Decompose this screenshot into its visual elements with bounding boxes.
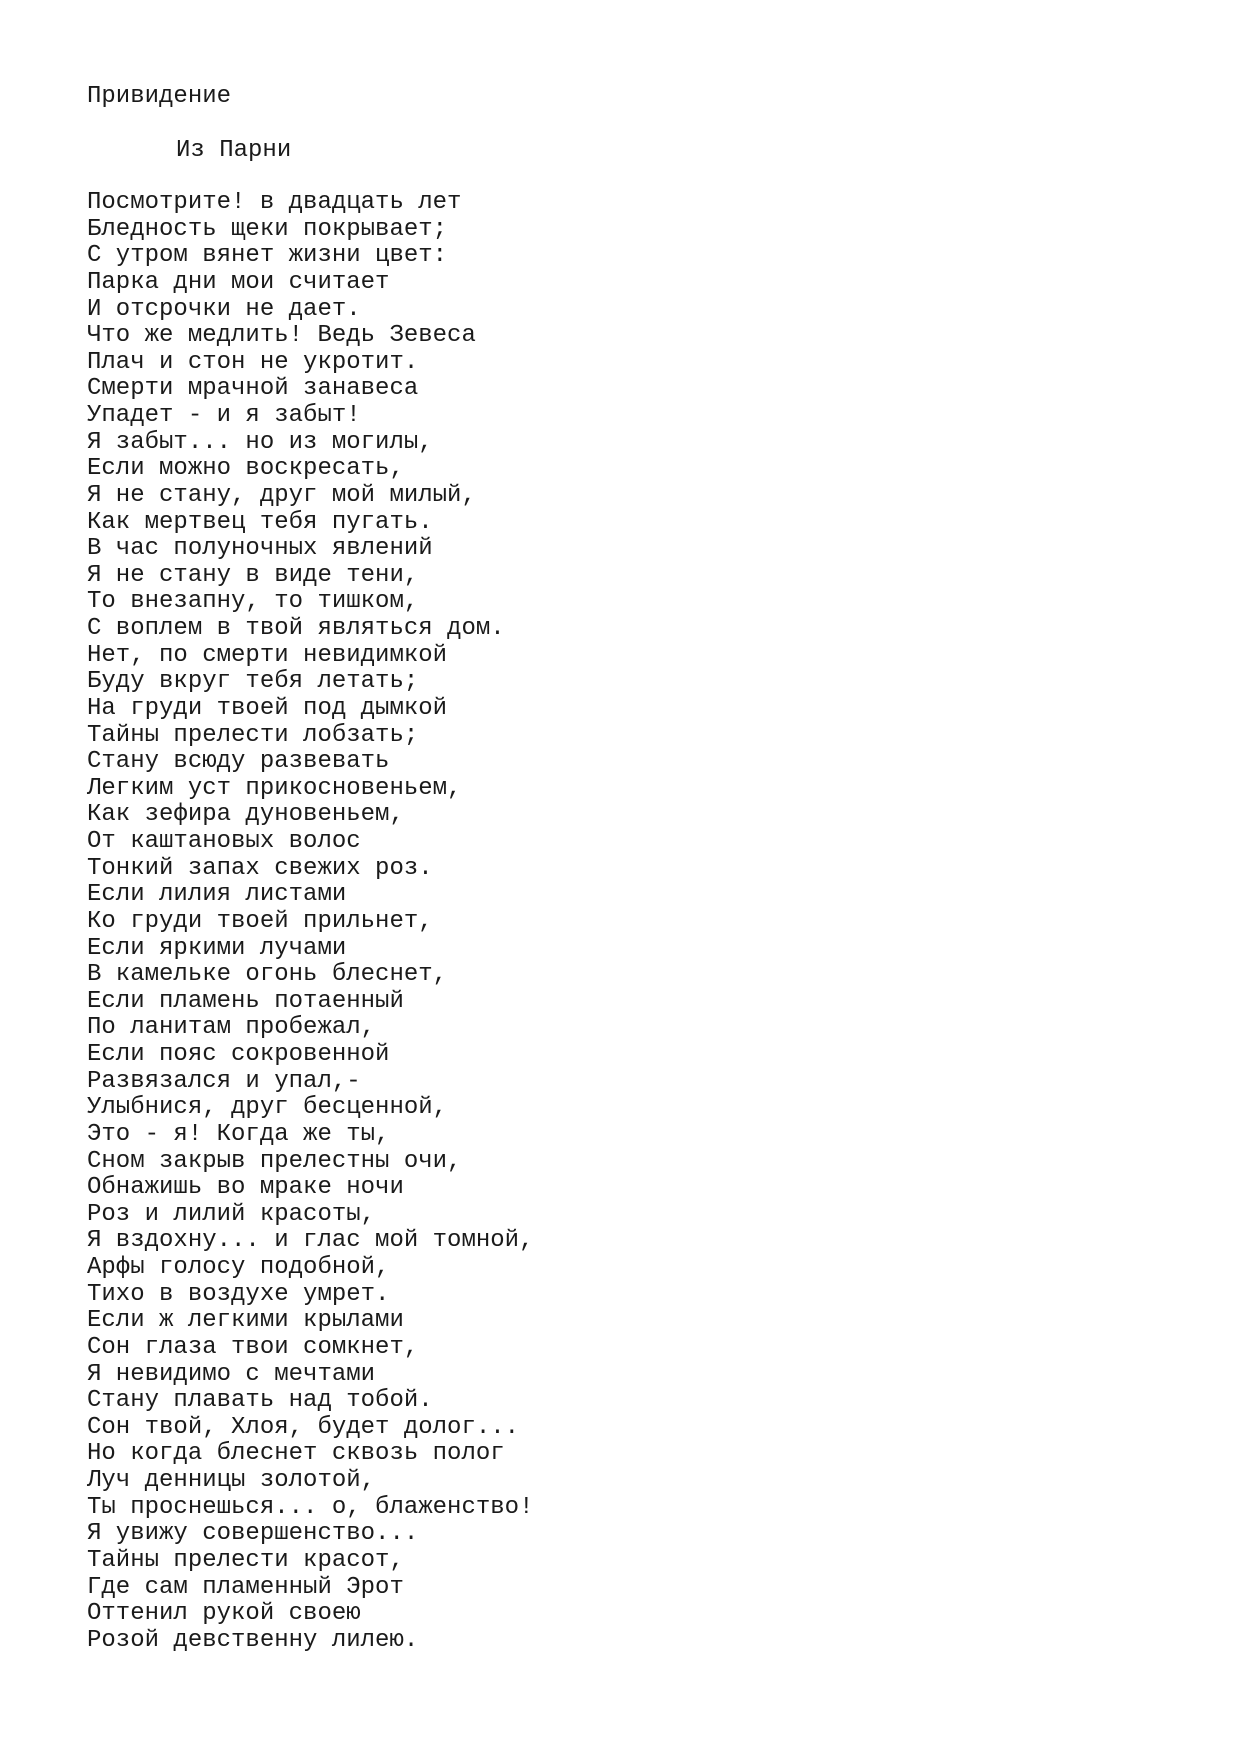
poem-line: Стану всюду развевать — [87, 748, 390, 776]
poem-line: Если яркими лучами — [87, 934, 347, 962]
poem-line: Тайны прелести красот, — [87, 1546, 404, 1574]
poem-line: Роз и лилий красоты, — [87, 1200, 376, 1228]
poem-line: Смерти мрачной занавеса — [87, 375, 419, 403]
poem-line: Розой девственну лилею. — [87, 1626, 419, 1654]
poem-line: Легким уст прикосновеньем, — [87, 774, 462, 802]
poem-line: Я забыт... но из могилы, — [87, 428, 433, 456]
poem-line: Но когда блеснет сквозь полог — [87, 1440, 505, 1468]
poem-line: Что же медлить! Ведь Зевеса — [87, 322, 476, 350]
poem-line: И отсрочки не дает. — [87, 295, 361, 323]
poem-title: Привидение — [87, 83, 232, 110]
poem-line: Нет, по смерти невидимкой — [87, 641, 448, 669]
poem-line: Я не стану, друг мой милый, — [87, 481, 476, 509]
poem-line: Где сам пламенный Эрот — [87, 1573, 404, 1601]
poem-line: Это - я! Когда же ты, — [87, 1120, 390, 1148]
poem-line: Арфы голосу подобной, — [87, 1254, 390, 1281]
poem-line: Если ж легкими крылами — [87, 1307, 404, 1335]
poem-line: Упадет - и я забыт! — [87, 402, 361, 429]
poem-line: Если пламень потаенный — [87, 987, 404, 1015]
poem-line: Стану плавать над тобой. — [87, 1387, 433, 1415]
poem-line: Развязался и упал,- — [87, 1067, 361, 1095]
poem-line: По ланитам пробежал, — [87, 1014, 376, 1042]
poem-line: Тайны прелести лобзать; — [87, 721, 419, 749]
poem-line: Ко груди твоей прильнет, — [87, 907, 433, 935]
poem-line: Я невидимо с мечтами — [87, 1360, 376, 1388]
poem-line: Оттенил рукой своею — [87, 1600, 361, 1628]
poem-line: Я увижу совершенство... — [87, 1520, 419, 1548]
poem-line: Обнажишь во мраке ночи — [87, 1174, 404, 1202]
poem-line: От каштановых волос — [87, 828, 361, 855]
poem-line: Плач и стон не укротит. — [87, 348, 419, 376]
poem-line: Если пояс сокровенной — [87, 1041, 390, 1068]
poem-line: Посмотрите! в двадцать лет — [87, 189, 462, 216]
poem-line: Сон глаза твои сомкнет, — [87, 1333, 419, 1361]
poem-line: Ты проснешься... о, блаженство! — [87, 1493, 534, 1521]
poem-line: Сон твой, Хлоя, будет долог... — [87, 1413, 520, 1441]
poem-line: В камельке огонь блеснет, — [87, 961, 448, 989]
poem-line: Я не стану в виде тени, — [87, 561, 419, 589]
poem-line: Тихо в воздухе умрет. — [87, 1280, 390, 1308]
poem-line: Если можно воскресать, — [87, 455, 404, 483]
poem-line: С воплем в твой являться дом. — [87, 615, 505, 642]
poem-body — [87, 190, 533, 1654]
poem-line: Как мертвец тебя пугать. — [87, 508, 433, 536]
poem-line: Сном закрыв прелестны очи, — [87, 1147, 462, 1175]
poem-line: Если лилия листами — [87, 881, 347, 909]
poem-line: Как зефира дуновеньем, — [87, 801, 404, 829]
poem-line: Улыбнися, друг бесценной, — [87, 1094, 448, 1122]
poem-line: Парка дни мои считает — [87, 268, 390, 296]
poem-line: Тонкий запах свежих роз. — [87, 854, 433, 882]
poem-line: В час полуночных явлений — [87, 535, 433, 563]
poem-line: Бледность щеки покрывает; — [87, 215, 448, 243]
poem-line: Буду вкруг тебя летать; — [87, 668, 419, 696]
poem-line: На груди твоей под дымкой — [87, 694, 448, 722]
poem-subtitle: Из Парни — [176, 137, 292, 164]
poem-line: Луч денницы золотой, — [87, 1467, 376, 1494]
poem-line: С утром вянет жизни цвет: — [87, 242, 448, 270]
poem-line: То внезапну, то тишком, — [87, 588, 419, 616]
poem-line: Я вздохну... и глас мой томной, — [87, 1227, 534, 1255]
